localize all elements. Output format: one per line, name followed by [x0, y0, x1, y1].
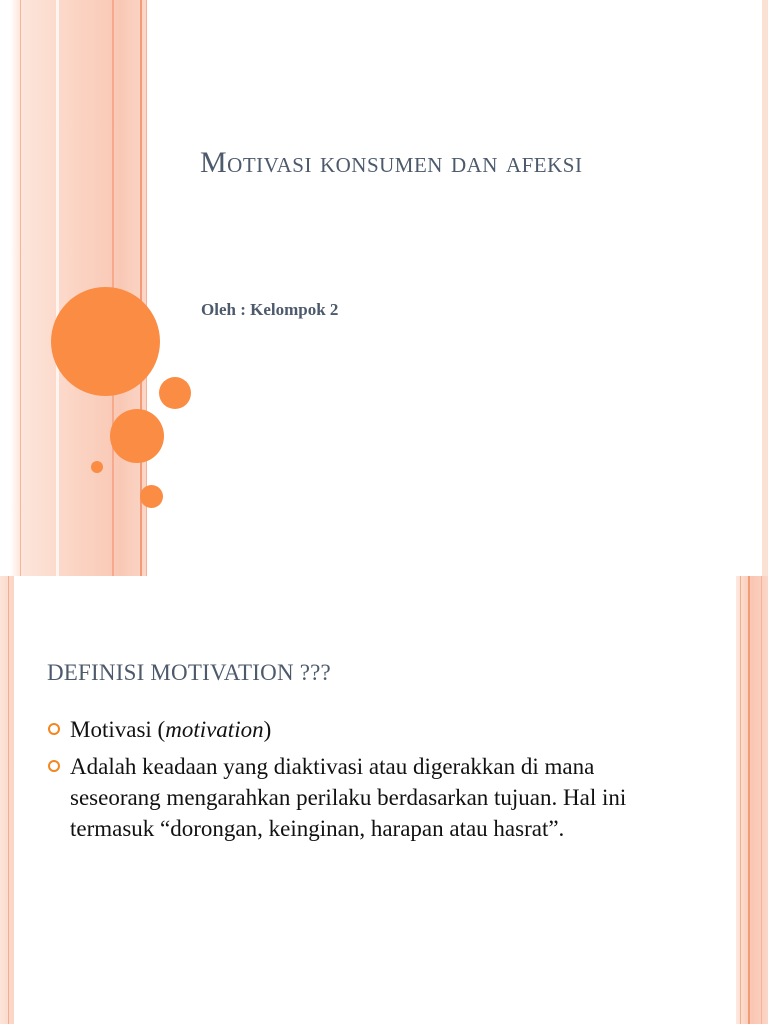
bullet-emphasis: motivation: [165, 717, 264, 742]
slide-heading: DEFINISI MOTIVATION ???: [47, 660, 331, 685]
bullet-text-suffix: ): [263, 717, 272, 742]
stripe-line: [740, 576, 741, 1024]
stripe-line: [748, 576, 750, 1024]
bullet-text-prefix: Motivasi (: [70, 717, 166, 742]
stripe-line: [56, 0, 59, 576]
slide-title: Motivasi konsumen dan afeksi: [200, 146, 583, 179]
decorative-circle-tiny: [91, 461, 103, 473]
bullet-ring-icon: [48, 723, 60, 735]
definition-slide: [0, 576, 768, 1024]
decorative-circle-small: [159, 377, 191, 409]
decorative-stripe-band: [10, 0, 146, 576]
decorative-circle-large: [51, 287, 160, 396]
stripe-line: [20, 0, 21, 576]
stripe-line: [761, 576, 762, 1024]
decorative-circle-medium: [110, 409, 164, 463]
left-stripe-band: [0, 576, 14, 1024]
bullet-ring-icon: [48, 760, 60, 772]
decorative-circle-small: [140, 485, 163, 508]
bullet-list: [46, 714, 686, 850]
bullet-text: Adalah keadaan yang diaktivasi atau digerakkan di mana seseorang mengarahkan perilaku berdasarkan tujuan. Hal ini termasuk “dorongan, keinginan, harapan atau hasrat”.: [70, 754, 627, 841]
right-edge-stripe: [762, 0, 768, 576]
bullet-item: [46, 751, 686, 844]
bullet-item: [46, 714, 686, 745]
stripe-line: [8, 576, 9, 1024]
slide-subtitle: Oleh : Kelompok 2: [201, 300, 339, 319]
